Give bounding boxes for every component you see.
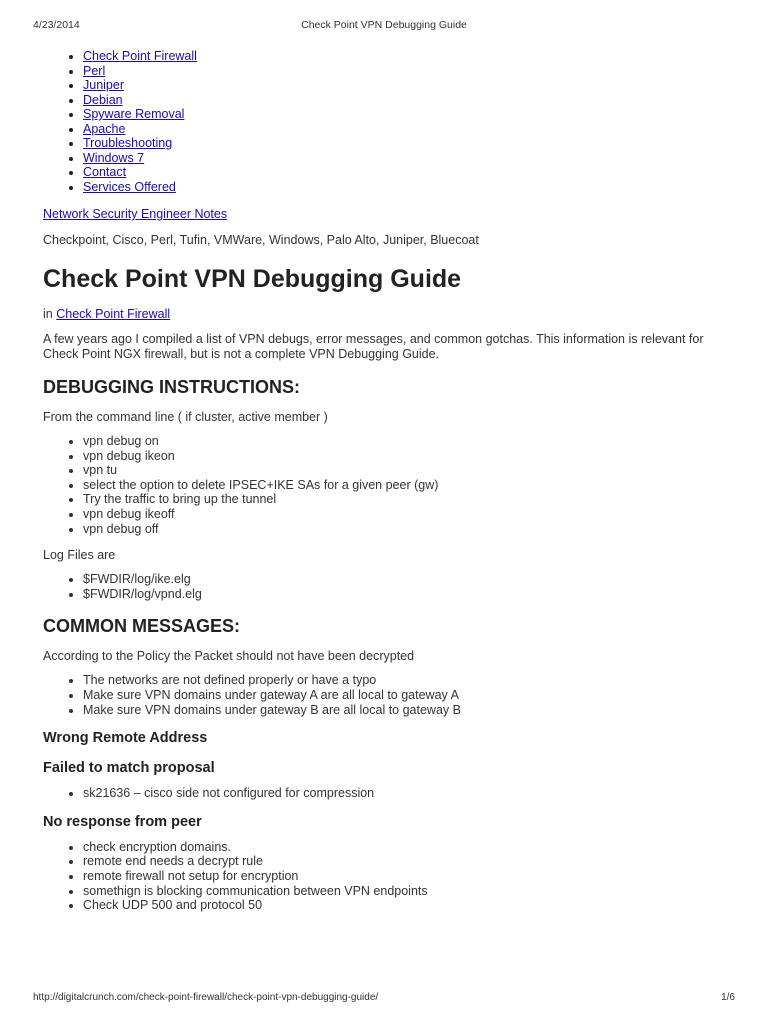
nav-item (83, 49, 733, 64)
article-byline (43, 306, 733, 322)
site-tagline: Checkpoint, Cisco, Perl, Tufin, VMWare, Windows, Palo Alto, Juniper, Bluecoat (43, 233, 479, 247)
list-item: • sk21636 – cisco side not configured for compression (83, 786, 733, 801)
nav-link-spyware-removal[interactable]: Spyware Removal (83, 107, 185, 121)
common-messages-list (43, 673, 733, 717)
nav-link-troubleshooting[interactable]: Troubleshooting (83, 136, 173, 150)
list-item: • vpn debug ikeon (83, 449, 733, 464)
list-item: • vpn tu (83, 463, 733, 478)
list-item: • Make sure VPN domains under gateway A are all local to gateway A (83, 688, 733, 703)
page-content (43, 49, 733, 913)
nav-link-windows-7[interactable]: Windows 7 (83, 150, 145, 165)
debugging-steps (43, 434, 733, 536)
byline-category-link[interactable]: Check Point Firewall (56, 307, 171, 321)
common-messages-lead: According to the Policy the Packet should not have been decrypted (43, 649, 415, 664)
common-messages-heading: COMMON MESSAGES: (43, 616, 241, 637)
list-item: • Make sure VPN domains under gateway B are all local to gateway B (83, 703, 733, 718)
print-url: http://digitalcrunch.com/check-point-firewall/check-point-vpn-debugging-guide/ (33, 992, 379, 1003)
nav-item (83, 151, 733, 166)
print-page-number: 1/6 (721, 992, 735, 1003)
print-header (33, 19, 735, 33)
site-title-link[interactable]: Network Security Engineer Notes (43, 207, 228, 221)
wrong-remote-heading: Wrong Remote Address (43, 730, 208, 747)
list-item: • $FWDIR/log/vpnd.elg (83, 587, 733, 602)
nav-menu (43, 49, 733, 194)
list-item: • somethign is blocking communication between VPN endpoints (83, 884, 733, 899)
nav-link-services-offered[interactable]: Services Offered (83, 179, 176, 194)
article-title: Check Point VPN Debugging Guide (43, 265, 462, 293)
nav-item (83, 78, 733, 93)
nav-item (83, 165, 733, 180)
nav-item (83, 180, 733, 195)
nav-item (83, 136, 733, 151)
failed-match-heading: Failed to match proposal (43, 760, 215, 777)
debugging-heading: DEBUGGING INSTRUCTIONS: (43, 377, 301, 397)
list-item: • vpn debug off (83, 522, 733, 537)
list-item: • vpn debug ikeoff (83, 507, 733, 522)
byline-prefix: in (43, 307, 53, 321)
list-item: • Check UDP 500 and protocol 50 (83, 898, 733, 913)
list-item: • Try the traffic to bring up the tunnel (83, 492, 733, 507)
debugging-lead: From the command line ( if cluster, active member ) (43, 410, 328, 424)
nav-link-contact[interactable]: Contact (83, 165, 127, 179)
no-response-list (43, 840, 733, 913)
list-item: • remote firewall not setup for encryption (83, 869, 733, 884)
nav-item (83, 64, 733, 79)
print-footer (33, 992, 735, 1006)
article-intro: A few years ago I compiled a list of VPN debugs, error messages, and common gotchas. This information is relevant for Check Point NGX firewall, but is not a complete VPN Debugging Guide. (43, 332, 704, 361)
nav-item (83, 122, 733, 137)
list-item: • select the option to delete IPSEC+IKE SAs for a given peer (gw) (83, 478, 733, 493)
print-title: Check Point VPN Debugging Guide (301, 19, 467, 31)
list-item: • remote end needs a decrypt rule (83, 854, 733, 869)
list-item: • vpn debug on (83, 434, 733, 449)
nav-link-juniper[interactable]: Juniper (83, 78, 124, 92)
log-files-lead: Log Files are (43, 548, 116, 563)
nav-link-perl[interactable]: Perl (83, 63, 106, 78)
site-title (43, 206, 733, 222)
list-item: • check encryption domains. (83, 840, 733, 855)
log-files-list (43, 572, 733, 601)
nav-link-apache[interactable]: Apache (83, 121, 126, 136)
nav-link-check-point-firewall[interactable]: Check Point Firewall (83, 49, 197, 63)
no-response-heading: No response from peer (43, 813, 202, 830)
list-item: • The networks are not defined properly or have a typo (83, 673, 733, 688)
nav-link-debian[interactable]: Debian (83, 92, 123, 107)
print-date: 4/23/2014 (33, 19, 80, 31)
failed-match-list (43, 786, 733, 801)
nav-item (83, 93, 733, 108)
nav-item (83, 107, 733, 122)
list-item: • $FWDIR/log/ike.elg (83, 572, 733, 587)
